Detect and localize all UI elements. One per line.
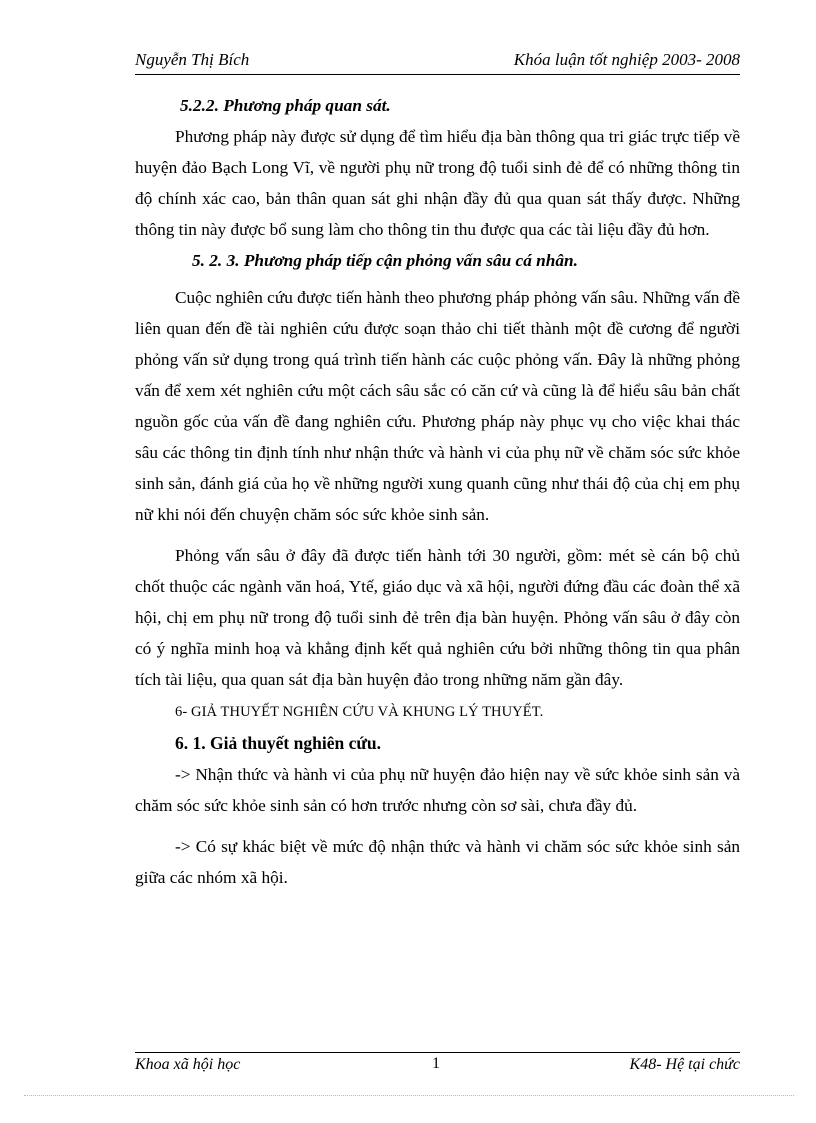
paragraph-interview-details: Phỏng vấn sâu ở đây đã được tiến hành tới 30 người, gồm: mét sè cán bộ chủ chốt thuộc các ngành văn hoá, Ytế, giáo dục và xã hội, người đứng đầu các đoàn thể xã hội, chị em phụ nữ trong độ tuổi sinh đẻ trên địa bàn huyện. Phỏng vấn sâu ở đây còn có ý nghĩa minh hoạ và khẳng định kết quả nghiên cứu bởi những thông tin qua phân tích tài liệu, qua quan sát địa bàn huyện đảo trong những năm gần đây. xyxy=(135,546,740,689)
hypothesis-2: -> Có sự khác biệt về mức độ nhận thức và hành vi chăm sóc sức khỏe sinh sản giữa các nhóm xã hội. xyxy=(135,837,740,887)
page-footer xyxy=(135,1052,740,1077)
header-author: Nguyễn Thị Bích xyxy=(135,50,250,69)
footer-class: K48- Hệ tại chức xyxy=(629,1056,740,1073)
heading-6-1: 6. 1. Giả thuyết nghiên cứu. xyxy=(175,733,381,753)
heading-5-2-3: 5. 2. 3. Phương pháp tiếp cận phỏng vấn sâu cá nhân. xyxy=(192,251,578,270)
footer-faculty: Khoa xã hội học xyxy=(135,1056,241,1073)
page-number: 1 xyxy=(432,1055,440,1072)
hypothesis-1: -> Nhận thức và hành vi của phụ nữ huyện đảo hiện nay về sức khỏe sinh sản và chăm sóc sức khỏe sinh sản có hơn trước nhưng còn sơ sài, chưa đầy đủ. xyxy=(135,765,740,815)
page-break-line xyxy=(24,1095,794,1096)
page-header xyxy=(135,48,740,75)
heading-section-6: 6- GIẢ THUYẾT NGHIÊN CỨU VÀ KHUNG LÝ THUYẾT. xyxy=(175,704,544,720)
paragraph-interview-method: Cuộc nghiên cứu được tiến hành theo phương pháp phỏng vấn sâu. Những vấn đề liên quan đến đề tài nghiên cứu được soạn thảo chi tiết thành một đề cương để người phỏng vấn sử dụng trong quá trình tiến hành các cuộc phỏng vấn. Đây là những phỏng vấn để xem xét nghiên cứu một cách sâu sắc có căn cứ và cũng là để hiểu sâu bản chất nguồn gốc của vấn đề đang nghiên cứu. Phương pháp này phục vụ cho việc khai thác sâu các thông tin định tính như nhận thức và hành vi của phụ nữ về chăm sóc sức khỏe sinh sản, đánh giá của họ về những người xung quanh cũng như thái độ của chị em phụ nữ khi nói đến chuyện chăm sóc sức khỏe sinh sản. xyxy=(135,288,740,524)
paragraph-observation: Phương pháp này được sử dụng để tìm hiểu địa bàn thông qua tri giác trực tiếp về huyện đảo Bạch Long Vĩ, về người phụ nữ trong độ tuổi sinh đẻ để có những thông tin độ chính xác cao, bản thân quan sát ghi nhận đầy đủ qua quan sát thấy được. Những thông tin này được bổ sung làm cho thông tin thu được qua các tài liệu đầy đủ hơn. xyxy=(135,127,740,239)
heading-5-2-2: 5.2.2. Phương pháp quan sát. xyxy=(180,96,391,115)
header-title: Khóa luận tốt nghiệp 2003- 2008 xyxy=(513,50,740,69)
document-body xyxy=(135,90,740,893)
